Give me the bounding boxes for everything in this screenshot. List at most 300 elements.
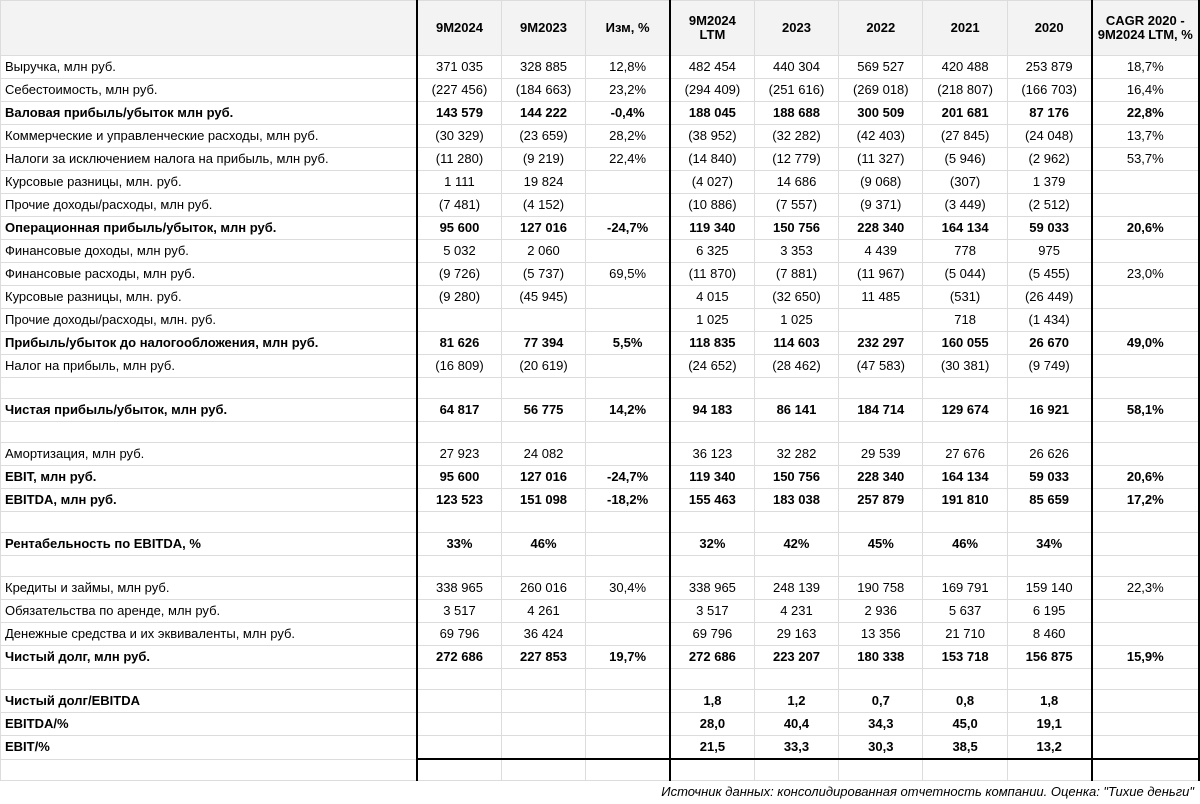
table-row [1,332,1200,355]
table-row [1,79,1200,102]
table-cell [586,286,670,309]
table-cell [1092,286,1199,309]
row-label: Чистая прибыль/убыток, млн руб. [1,399,418,422]
table-row [1,194,1200,217]
table-cell: 1 379 [1007,171,1091,194]
table-cell: (27 845) [923,125,1007,148]
table-row [1,646,1200,669]
table-cell [1007,556,1091,577]
row-label: Чистый долг, млн руб. [1,646,418,669]
table-cell: 33% [417,533,501,556]
row-label: Денежные средства и их эквиваленты, млн руб. [1,623,418,646]
table-cell: 12,8% [586,56,670,79]
table-row [1,148,1200,171]
table-cell: 143 579 [417,102,501,125]
row-label [1,422,418,443]
table-cell: 22,3% [1092,577,1199,600]
table-cell: (7 557) [754,194,838,217]
row-label: Выручка, млн руб. [1,56,418,79]
table-cell: 15,9% [1092,646,1199,669]
table-cell: 150 756 [754,217,838,240]
table-row [1,378,1200,399]
table-row [1,736,1200,760]
table-cell: (2 962) [1007,148,1091,171]
table-cell: (14 840) [670,148,754,171]
table-cell: 18,7% [1092,56,1199,79]
table-cell [1092,600,1199,623]
row-label: Чистый долг/EBITDA [1,690,418,713]
table-cell [754,512,838,533]
table-cell: 69,5% [586,263,670,286]
table-cell: 59 033 [1007,466,1091,489]
header-corner [1,1,418,56]
table-cell [586,556,670,577]
row-label: Операционная прибыль/убыток, млн руб. [1,217,418,240]
table-cell: (28 462) [754,355,838,378]
row-label: Курсовые разницы, млн. руб. [1,171,418,194]
table-cell: (38 952) [670,125,754,148]
table-cell: 1,2 [754,690,838,713]
table-cell [670,378,754,399]
column-header: 2022 [839,1,923,56]
table-cell: 975 [1007,240,1091,263]
table-cell [417,669,501,690]
table-cell: 32% [670,533,754,556]
table-cell: (4 152) [501,194,585,217]
table-cell [586,378,670,399]
table-cell [754,669,838,690]
row-label: Валовая прибыль/убыток млн руб. [1,102,418,125]
table-cell: 201 681 [923,102,1007,125]
table-cell: 17,2% [1092,489,1199,512]
table-cell: 127 016 [501,466,585,489]
table-cell: 42% [754,533,838,556]
row-label: EBIT, млн руб. [1,466,418,489]
table-cell [1092,194,1199,217]
table-cell [501,309,585,332]
table-cell [586,171,670,194]
table-cell: 27 676 [923,443,1007,466]
table-cell: 1 111 [417,171,501,194]
table-cell: 5,5% [586,332,670,355]
table-cell: 155 463 [670,489,754,512]
table-cell: (2 512) [1007,194,1091,217]
table-row [1,623,1200,646]
table-cell: (32 650) [754,286,838,309]
table-cell: 190 758 [839,577,923,600]
table-cell: (7 881) [754,263,838,286]
table-cell [586,713,670,736]
table-cell: (218 807) [923,79,1007,102]
table-cell: 153 718 [923,646,1007,669]
table-cell: 248 139 [754,577,838,600]
table-cell: 59 033 [1007,217,1091,240]
table-cell: 778 [923,240,1007,263]
table-cell: 1 025 [754,309,838,332]
table-cell: 188 045 [670,102,754,125]
table-cell: 34,3 [839,713,923,736]
table-cell: 482 454 [670,56,754,79]
table-cell: (3 449) [923,194,1007,217]
table-cell: (227 456) [417,79,501,102]
row-label: Курсовые разницы, млн. руб. [1,286,418,309]
table-cell [670,422,754,443]
table-cell: 36 123 [670,443,754,466]
table-cell [417,378,501,399]
table-cell: 29 163 [754,623,838,646]
table-cell: (9 726) [417,263,501,286]
table-cell: 232 297 [839,332,923,355]
table-cell [586,669,670,690]
table-cell: 0,7 [839,690,923,713]
table-cell [839,556,923,577]
table-cell: (11 327) [839,148,923,171]
table-row [1,533,1200,556]
table-cell: (9 371) [839,194,923,217]
table-cell [1092,171,1199,194]
table-cell: (9 749) [1007,355,1091,378]
table-header-row [1,1,1200,56]
table-cell [417,690,501,713]
table-cell: (47 583) [839,355,923,378]
table-cell: 119 340 [670,217,754,240]
table-cell: 1 025 [670,309,754,332]
table-row [1,240,1200,263]
column-header: Изм, % [586,1,670,56]
table-cell [586,443,670,466]
table-cell: 30,3 [839,736,923,760]
row-label [1,556,418,577]
table-cell: 272 686 [670,646,754,669]
table-row [1,125,1200,148]
row-label: Себестоимость, млн руб. [1,79,418,102]
table-cell: 164 134 [923,466,1007,489]
table-cell: (5 455) [1007,263,1091,286]
table-cell [923,512,1007,533]
table-cell: (45 945) [501,286,585,309]
table-cell: 19 824 [501,171,585,194]
table-cell: (11 280) [417,148,501,171]
table-cell: 16 921 [1007,399,1091,422]
table-cell [501,713,585,736]
table-cell: 94 183 [670,399,754,422]
table-cell [1092,690,1199,713]
table-cell [501,378,585,399]
table-row [1,309,1200,332]
table-cell [586,422,670,443]
table-cell: 169 791 [923,577,1007,600]
row-label: Финансовые расходы, млн руб. [1,263,418,286]
table-cell: 569 527 [839,56,923,79]
table-cell: 46% [501,533,585,556]
table-cell: (10 886) [670,194,754,217]
table-cell: 188 688 [754,102,838,125]
table-cell: 164 134 [923,217,1007,240]
table-cell: 272 686 [417,646,501,669]
row-label [1,378,418,399]
table-cell [923,378,1007,399]
table-cell: (9 068) [839,171,923,194]
table-cell: 228 340 [839,466,923,489]
table-cell [586,355,670,378]
table-cell: 5 032 [417,240,501,263]
table-cell: -24,7% [586,217,670,240]
column-header: 9M2023 [501,1,585,56]
table-cell: 180 338 [839,646,923,669]
table-cell: 123 523 [417,489,501,512]
row-label [1,669,418,690]
table-cell: 328 885 [501,56,585,79]
table-cell: 13,2 [1007,736,1091,760]
table-cell: 20,6% [1092,217,1199,240]
table-cell: (7 481) [417,194,501,217]
table-cell [586,623,670,646]
table-cell: 64 817 [417,399,501,422]
table-row [1,669,1200,690]
table-body [1,56,1200,781]
table-cell: 114 603 [754,332,838,355]
table-cell: -24,7% [586,466,670,489]
table-cell: 13,7% [1092,125,1199,148]
table-cell [501,512,585,533]
table-cell [586,194,670,217]
table-cell: 14,2% [586,399,670,422]
table-cell: 2 936 [839,600,923,623]
table-cell [501,556,585,577]
table-cell: (166 703) [1007,79,1091,102]
table-cell: 95 600 [417,217,501,240]
table-cell: 8 460 [1007,623,1091,646]
table-cell: 19,1 [1007,713,1091,736]
table-cell: 4 231 [754,600,838,623]
table-cell: 228 340 [839,217,923,240]
table-cell: 87 176 [1007,102,1091,125]
table-cell: (184 663) [501,79,585,102]
table-cell [839,512,923,533]
table-cell: 19,7% [586,646,670,669]
table-cell [1092,240,1199,263]
table-cell [586,736,670,760]
table-cell: 150 756 [754,466,838,489]
table-cell: 440 304 [754,56,838,79]
row-label: Амортизация, млн руб. [1,443,418,466]
table-cell: 1,8 [670,690,754,713]
table-cell: (24 048) [1007,125,1091,148]
table-row [1,600,1200,623]
table-cell: 16,4% [1092,79,1199,102]
table-cell: 4 261 [501,600,585,623]
table-cell [1007,669,1091,690]
table-cell: 151 098 [501,489,585,512]
table-row [1,355,1200,378]
table-cell: 260 016 [501,577,585,600]
column-header: 9M2024 [417,1,501,56]
table-cell [1007,422,1091,443]
table-row [1,489,1200,512]
table-cell: 144 222 [501,102,585,125]
table-cell: (269 018) [839,79,923,102]
table-row [1,577,1200,600]
column-header: CAGR 2020 - 9M2024 LTM, % [1092,1,1199,56]
table-cell: 33,3 [754,736,838,760]
table-cell: (16 809) [417,355,501,378]
table-cell: (26 449) [1007,286,1091,309]
table-cell: 24 082 [501,443,585,466]
table-cell [754,422,838,443]
table-cell [670,556,754,577]
table-cell: 36 424 [501,623,585,646]
table-cell [839,309,923,332]
table-row [1,556,1200,577]
table-cell: 32 282 [754,443,838,466]
table-cell: 95 600 [417,466,501,489]
table-cell: (30 329) [417,125,501,148]
table-cell: -0,4% [586,102,670,125]
table-cell: 38,5 [923,736,1007,760]
table-cell: (5 044) [923,263,1007,286]
table-cell [923,669,1007,690]
table-cell: 0,8 [923,690,1007,713]
table-cell: 253 879 [1007,56,1091,79]
table-cell: 3 353 [754,240,838,263]
table-cell [839,378,923,399]
row-label: Прочие доходы/расходы, млн руб. [1,194,418,217]
table-cell: 21 710 [923,623,1007,646]
table-cell: 27 923 [417,443,501,466]
table-cell [1092,378,1199,399]
table-cell: 29 539 [839,443,923,466]
table-cell [1092,533,1199,556]
row-label: Обязательства по аренде, млн руб. [1,600,418,623]
table-row [1,690,1200,713]
table-cell: (11 870) [670,263,754,286]
table-cell [839,422,923,443]
table-cell: 227 853 [501,646,585,669]
table-cell: 718 [923,309,1007,332]
table-cell: (20 619) [501,355,585,378]
table-cell: 6 195 [1007,600,1091,623]
table-cell [1092,443,1199,466]
table-cell [586,512,670,533]
row-label: Коммерческие и управленческие расходы, млн руб. [1,125,418,148]
table-cell [1092,355,1199,378]
table-cell [1092,736,1199,760]
table-cell: 34% [1007,533,1091,556]
table-cell: 4 015 [670,286,754,309]
table-cell [501,690,585,713]
table-cell: 6 325 [670,240,754,263]
column-header: 2021 [923,1,1007,56]
table-cell [1092,623,1199,646]
table-cell [1007,378,1091,399]
row-label: Кредиты и займы, млн руб. [1,577,418,600]
table-cell: 371 035 [417,56,501,79]
table-cell: 28,2% [586,125,670,148]
table-cell: 69 796 [670,623,754,646]
table-cell: 49,0% [1092,332,1199,355]
table-cell: (4 027) [670,171,754,194]
table-cell [754,378,838,399]
table-cell: (32 282) [754,125,838,148]
table-cell: 26 626 [1007,443,1091,466]
table-cell: (42 403) [839,125,923,148]
table-cell: 118 835 [670,332,754,355]
table-cell: (12 779) [754,148,838,171]
table-cell: 2 060 [501,240,585,263]
row-label: EBIT/% [1,736,418,760]
table-cell: 56 775 [501,399,585,422]
table-cell [417,422,501,443]
table-row [1,399,1200,422]
table-cell [1092,309,1199,332]
table-cell: (251 616) [754,79,838,102]
table-cell: 119 340 [670,466,754,489]
table-cell: (1 434) [1007,309,1091,332]
table-cell: -18,2% [586,489,670,512]
table-cell [1092,512,1199,533]
table-cell: 85 659 [1007,489,1091,512]
table-cell: 5 637 [923,600,1007,623]
column-header: 2023 [754,1,838,56]
table-cell: 159 140 [1007,577,1091,600]
table-cell: 22,8% [1092,102,1199,125]
column-header: 2020 [1007,1,1091,56]
table-cell [417,713,501,736]
table-cell: 53,7% [1092,148,1199,171]
table-cell: (531) [923,286,1007,309]
table-row [1,171,1200,194]
table-row [1,263,1200,286]
table-cell [1092,556,1199,577]
table-cell: 11 485 [839,286,923,309]
table-cell: 45% [839,533,923,556]
table-cell: 338 965 [670,577,754,600]
table-cell: 184 714 [839,399,923,422]
table-cell [586,533,670,556]
table-row [1,286,1200,309]
table-cell [501,736,585,760]
table-cell: 22,4% [586,148,670,171]
table-cell: 26 670 [1007,332,1091,355]
table-cell: 69 796 [417,623,501,646]
table-cell: 86 141 [754,399,838,422]
table-cell: (9 219) [501,148,585,171]
table-cell: 58,1% [1092,399,1199,422]
table-cell [839,669,923,690]
table-cell [417,309,501,332]
table-cell [923,422,1007,443]
table-cell [1092,669,1199,690]
table-cell: (24 652) [670,355,754,378]
table-cell [923,556,1007,577]
table-cell: 338 965 [417,577,501,600]
table-cell [501,422,585,443]
table-cell: 127 016 [501,217,585,240]
table-cell [501,669,585,690]
table-cell: 20,6% [1092,466,1199,489]
table-row [1,422,1200,443]
table-cell: 129 674 [923,399,1007,422]
table-cell: 223 207 [754,646,838,669]
row-label: Финансовые доходы, млн руб. [1,240,418,263]
table-cell: 45,0 [923,713,1007,736]
row-label: Налог на прибыль, млн руб. [1,355,418,378]
table-cell: (294 409) [670,79,754,102]
table-cell: (9 280) [417,286,501,309]
table-cell: (11 967) [839,263,923,286]
table-cell: (5 946) [923,148,1007,171]
table-cell: 257 879 [839,489,923,512]
